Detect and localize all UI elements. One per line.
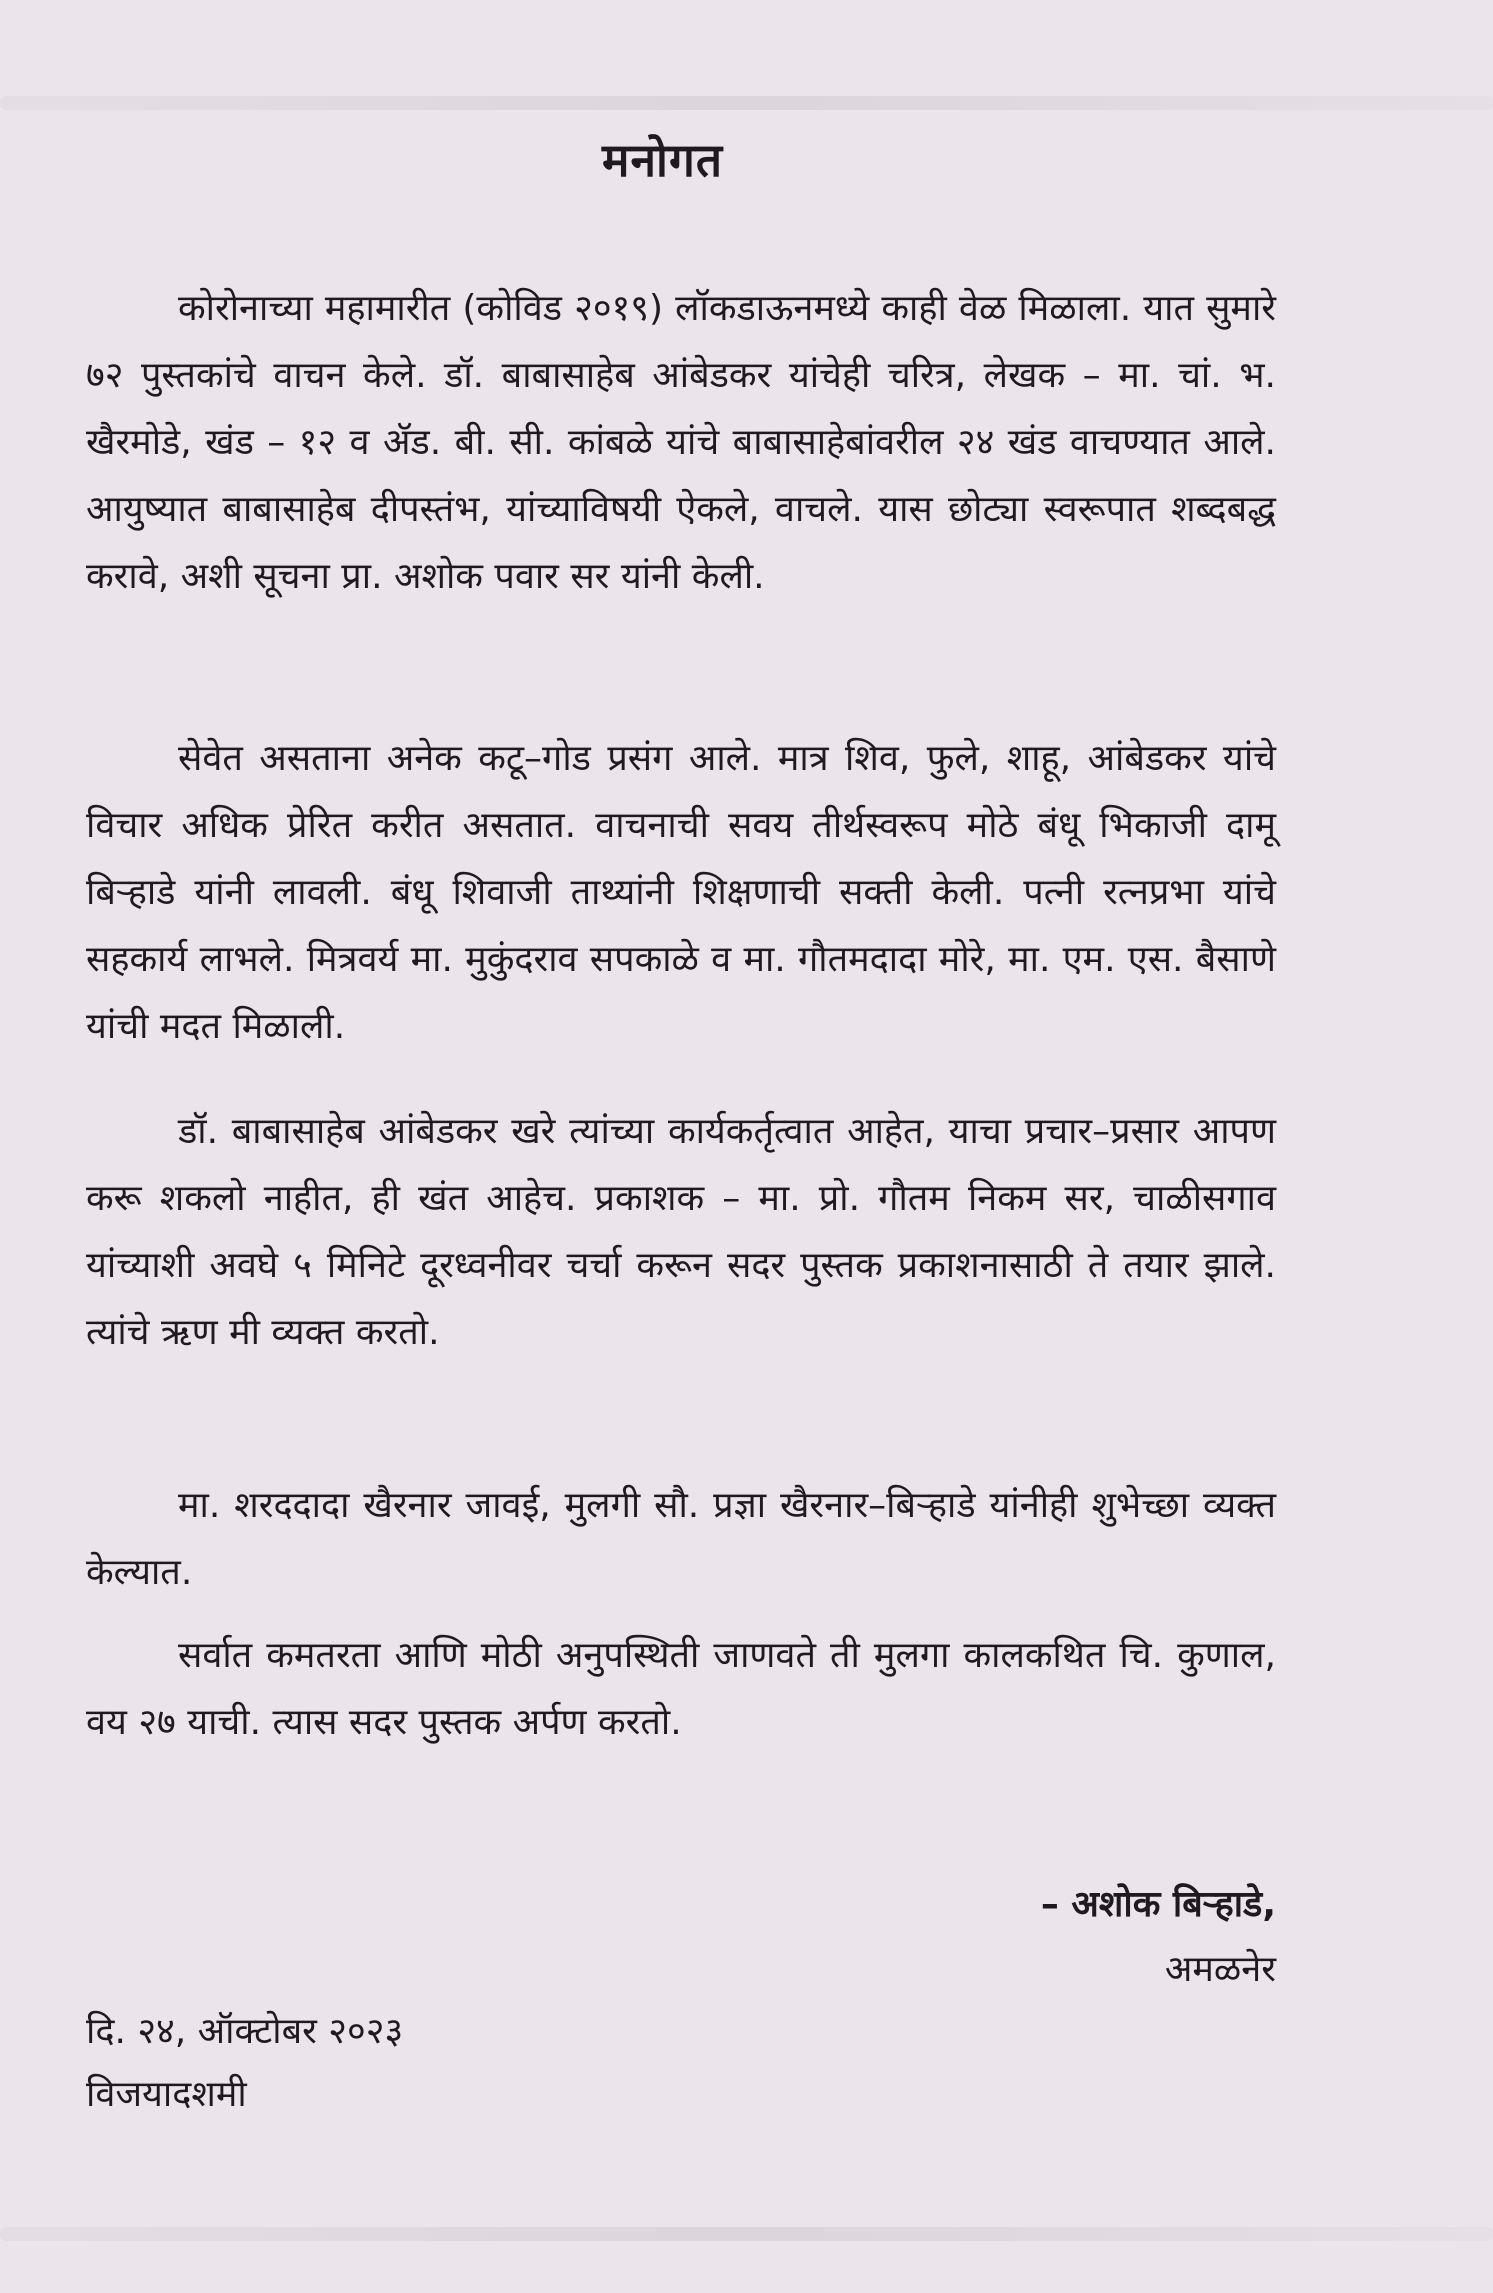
occasion-line: विजयादशमी [86, 2074, 247, 2115]
author-signature: – अशोक बिऱ्हाडे, [1040, 1884, 1276, 1925]
paragraph: डॉ. बाबासाहेब आंबेडकर खरे त्यांच्या कार्यकर्तृत्वात आहेत, याचा प्रचार–प्रसार आपण करू शकलो नाहीत, ही खंत आहेच. प्रकाशक – मा. प्रो. गौतम निकम सर, चाळीसगाव यांच्याशी अवघे ५ मिनिटे दूरध्वनीवर चर्चा करून सदर पुस्तक प्रकाशनासाठी ते तयार झाले. त्यांचे ऋण मी व्यक्त करतो. [86, 1111, 1276, 1353]
paragraph: मा. शरददादा खैरनार जावई, मुलगी सौ. प्रज्ञा खैरनार–बिऱ्हाडे यांनीही शुभेच्छा व्यक्त केल्यात. [86, 1485, 1276, 1593]
show-through-band [0, 2227, 1493, 2241]
paragraph: कोरोनाच्या महामारीत (कोविड २०१९) लॉकडाऊनमध्ये काही वेळ मिळाला. यात सुमारे ७२ पुस्तकांचे वाचन केले. डॉ. बाबासाहेब आंबेडकर यांचेही चरित्र, लेखक – मा. चां. भ. खैरमोडे, खंड – १२ व ॲड. बी. सी. कांबळे यांचे बाबासाहेबांवरील २४ खंड वाचण्यात आले. आयुष्यात बाबासाहेब दीपस्तंभ, यांच्याविषयी ऐकले, वाचले. यास छोट्या स्वरूपात शब्दबद्ध करावे, अशी सूचना प्रा. अशोक पवार सर यांनी केली. [86, 288, 1276, 597]
date-line: दि. २४, ऑक्टोबर २०२३ [86, 2011, 404, 2052]
author-place: अमळनेर [1164, 1949, 1276, 1990]
page-title: मनोगत [602, 133, 724, 187]
paragraph: सर्वात कमतरता आणि मोठी अनुपस्थिती जाणवते ती मुलगा कालकथित चि. कुणाल, वय २७ याची. त्यास सदर पुस्तक अर्पण करतो. [86, 1635, 1276, 1743]
show-through-band [0, 96, 1493, 110]
paragraph: सेवेत असताना अनेक कटू–गोड प्रसंग आले. मात्र शिव, फुले, शाहू, आंबेडकर यांचे विचार अधिक प्रेरित करीत असतात. वाचनाची सवय तीर्थस्वरूप मोठे बंधू भिकाजी दामू बिऱ्हाडे यांनी लावली. बंधू शिवाजी ताथ्यांनी शिक्षणाची सक्ती केली. पत्नी रत्नप्रभा यांचे सहकार्य लाभले. मित्रवर्य मा. मुकुंदराव सपकाळे व मा. गौतमदादा मोरे, मा. एम. एस. बैसाणे यांची मदत मिळाली. [86, 738, 1276, 1047]
